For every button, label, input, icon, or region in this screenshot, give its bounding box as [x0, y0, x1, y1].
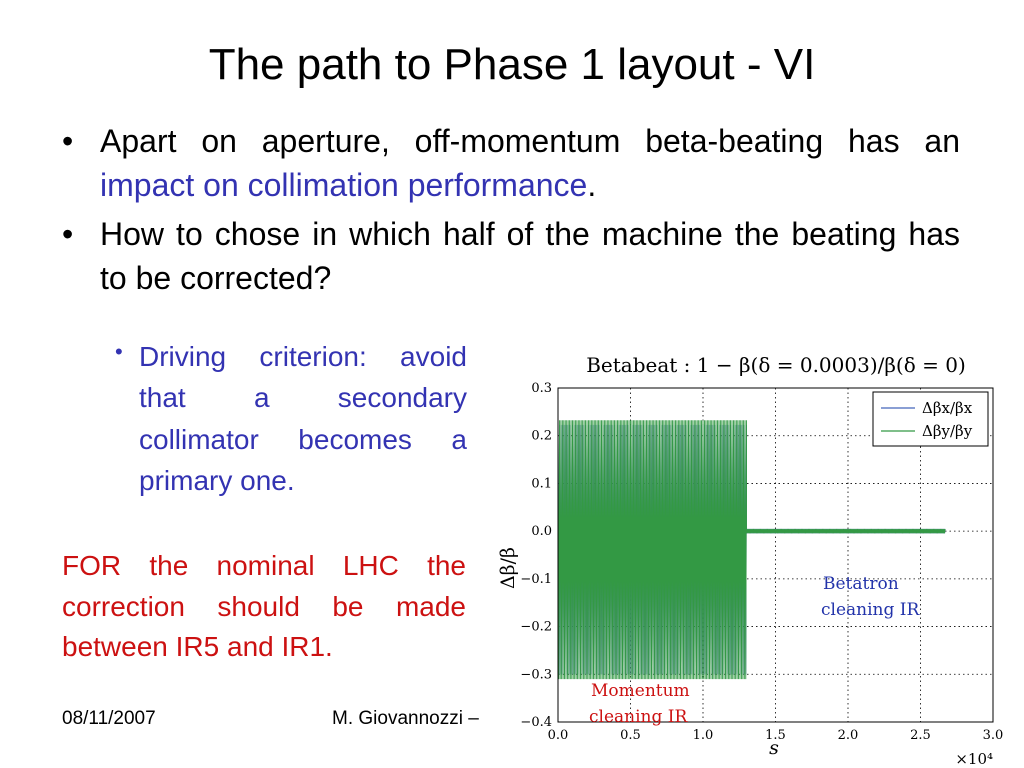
- betatron-annotation-line-2: cleaning IR: [821, 600, 920, 620]
- bullet-1-highlight: impact on collimation performance: [100, 166, 588, 203]
- slide-title: The path to Phase 1 layout - VI: [208, 40, 816, 89]
- x-axis-multiplier: ×10⁴: [955, 750, 993, 768]
- x-tick-label: 1.0: [692, 728, 714, 743]
- betabeat-chart: [492, 340, 1024, 768]
- sub-bullet-dot: •: [115, 339, 123, 364]
- footer-date: 08/11/2007: [62, 708, 156, 729]
- y-axis-label: Δβ/β: [497, 546, 519, 590]
- bullet-item-2: [62, 213, 960, 300]
- y-tick-label: −0.3: [520, 667, 552, 683]
- y-tick-label: −0.4: [520, 715, 552, 730]
- legend: [873, 392, 988, 446]
- legend-label-x: Δβx/βx: [922, 399, 973, 417]
- y-tick-label: −0.2: [520, 619, 552, 635]
- bullet-item-1: [62, 120, 960, 207]
- x-axis-label: s: [769, 737, 779, 759]
- x-tick-label: 0.5: [620, 728, 641, 743]
- y-tick-label: −0.1: [520, 571, 552, 587]
- bullet-2-text: How to chose in which half of the machine the beating has to be corrected?: [100, 216, 960, 296]
- bullet-dot: •: [62, 123, 74, 159]
- footer-author: M. Giovannozzi –: [332, 708, 479, 729]
- sub-bullet: [115, 336, 467, 502]
- bullet-list: [62, 120, 960, 306]
- momentum-annotation-line-2: cleaning IR: [589, 707, 688, 727]
- x-tick-label: 2.5: [910, 728, 931, 743]
- y-tick-label: 0.2: [531, 428, 552, 444]
- betatron-annotation-line-1: Betatron: [823, 574, 899, 594]
- y-tick-label: 0.3: [531, 381, 552, 396]
- y-tick-label: 0.0: [531, 524, 552, 540]
- sub-bullet-text: Driving criterion: avoid that a secondary collimator becomes a primary one.: [139, 341, 467, 497]
- chart-title: Betabeat : 1 − β(δ = 0.0003)/β(δ = 0): [586, 353, 966, 377]
- x-tick-label: 3.0: [982, 728, 1004, 743]
- legend-label-y: Δβy/βy: [922, 422, 973, 440]
- momentum-annotation-line-1: Momentum: [591, 681, 690, 701]
- x-tick-label: 2.0: [837, 728, 859, 743]
- x-tick-label: 1.5: [765, 728, 786, 743]
- bullet-1-text: Apart on aperture, off-momentum beta-beating has an: [100, 123, 960, 159]
- y-tick-label: 0.1: [531, 476, 552, 492]
- x-tick-label: 0.0: [547, 728, 569, 743]
- red-note: FOR the nominal LHC the correction should be made between IR5 and IR1.: [62, 550, 466, 663]
- bullet-1-end: .: [587, 166, 597, 203]
- bullet-dot: •: [62, 216, 74, 253]
